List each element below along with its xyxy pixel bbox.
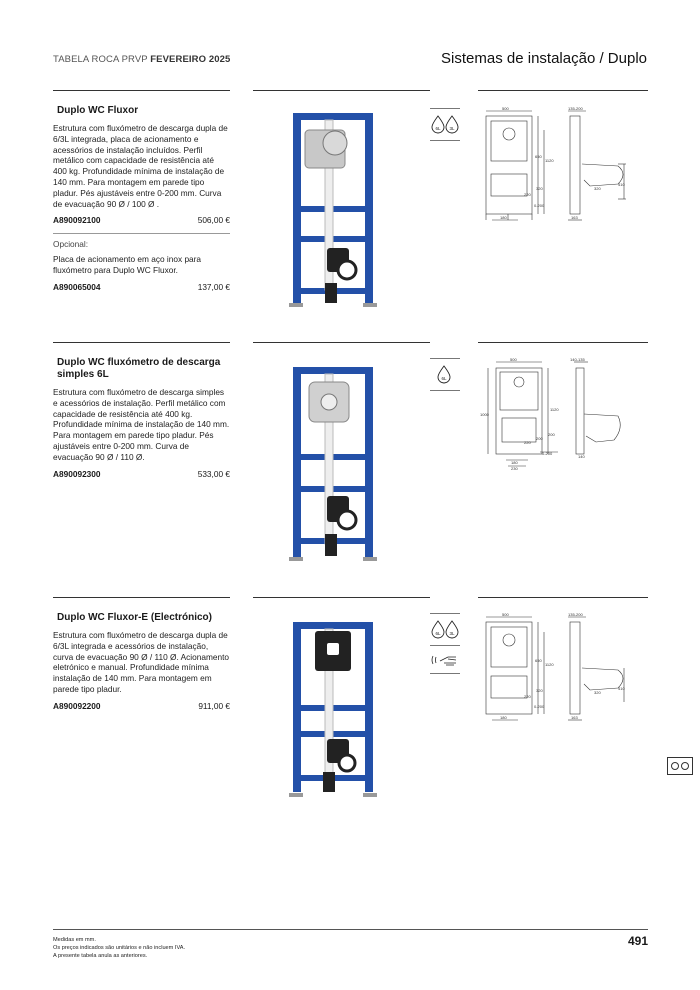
icon-separator (430, 390, 460, 391)
water-drop-icon (430, 618, 460, 640)
dim-label: 500 (502, 612, 509, 617)
dim-label: 200 (548, 432, 555, 437)
header-prefix: TABELA ROCA PRVP (53, 54, 148, 65)
product-code: A890092300 (53, 468, 101, 479)
optional-description: Placa de acionamento em aço inox para fluxómetro para Duplo WC Fluxor. (53, 254, 202, 276)
dim-label: 135-200 (568, 106, 583, 111)
dim-label: 1000 (480, 412, 489, 417)
dim-label: 410 (618, 686, 625, 691)
icon-separator (430, 108, 460, 109)
section-rule (253, 342, 430, 343)
section-rule (478, 342, 648, 343)
page-title: Sistemas de instalação / Duplo (441, 50, 647, 67)
hand-sensor-icon (430, 651, 460, 669)
product-image-frame (285, 362, 385, 572)
section-rule (478, 597, 648, 598)
drop-label: 6L (441, 376, 447, 381)
dim-label: 180 (511, 460, 518, 465)
product-price: 911,00 € (198, 700, 230, 711)
divider (53, 233, 230, 234)
dim-label: 320 (536, 688, 543, 693)
section-rule (53, 342, 230, 343)
product-title: Duplo WC fluxómetro de descarga simples 6L (57, 357, 221, 380)
section-rule (253, 597, 430, 598)
product-code: A890092200 (53, 700, 101, 711)
footer-line: Os preços indicados são unitários e não incluem IVA. (53, 945, 186, 951)
product-description: Estrutura com fluxómetro de descarga dupla de 6/3L integrada e acessórios de instalação, curva de evacuação 90 Ø / 110 Ø. Acionamento eletrónico e manual. Profundidade mínima instalação de 140 mm. Para montagem em parede tipo pladur. (53, 630, 230, 694)
header-date: FEVEREIRO 2025 (150, 54, 231, 65)
dim-label: 320 (594, 186, 601, 191)
footer-line: Medidas em mm. (53, 937, 96, 943)
section-tab-icon[interactable] (667, 757, 693, 775)
product-description: Estrutura com fluxómetro de descarga dupla de 6/3L integrada, placa de acionamento e acessórios de instalação incluídos. Perfil metálico com capacidade de resistência até 400 kg. Profundidade mínima de instalação de 140 mm. Para montagem em parede tipo pladur. Pés ajustáveis entre 0-200 mm. Curva de evacuação 90 Ø / 100 Ø . (53, 123, 228, 209)
section-rule (53, 90, 230, 91)
optional-price-row (53, 282, 230, 292)
section-rule (253, 90, 430, 91)
product-image-frame (285, 617, 385, 807)
dim-label: 1120 (545, 662, 554, 667)
footer-line: A presente tabela anula as anteriores. (53, 953, 148, 959)
dim-label: 135-200 (568, 612, 583, 617)
tab-circle (671, 762, 679, 770)
dim-label: 320 (536, 186, 543, 191)
dim-label: 163 (571, 215, 578, 220)
product-code: A890092100 (53, 215, 101, 226)
technical-drawing (478, 356, 638, 476)
dim-label: 220 (524, 440, 531, 445)
product-block (53, 612, 230, 711)
drop-label: 6L (435, 631, 441, 636)
price-row (53, 701, 230, 711)
dim-label: 163 (571, 715, 578, 720)
icon-separator (430, 673, 460, 674)
dim-label: 500 (510, 357, 517, 362)
dim-label: 220 (524, 192, 531, 197)
section-rule (478, 90, 648, 91)
dim-label: 200 (536, 436, 543, 441)
page-number: 491 (627, 934, 648, 948)
product-image-frame (285, 108, 385, 318)
optional-price: 137,00 € (197, 281, 230, 292)
section-rule (53, 597, 230, 598)
price-row (53, 215, 230, 225)
header-subtitle (53, 54, 230, 65)
product-description: Estrutura com fluxómetro de descarga simples e acessórios de instalação. Perfil metálico com capacidade de resistência até 400 kg. Profundidade mínima de instalação de 140 mm. Para montagem em parede tipo pladur. Pés ajustáveis entre 0-200 mm. Curva de evacuação 90 Ø / 110 Ø. (53, 387, 230, 462)
dim-label: 230 (511, 466, 518, 471)
dim-label: 0-200 (534, 704, 545, 709)
dim-label: 650 (535, 658, 542, 663)
optional-code: A890065004 (53, 281, 101, 292)
drop-label: 3L (449, 631, 455, 636)
dim-label: 1120 (545, 158, 554, 163)
dim-label: 0-200 (542, 451, 553, 456)
product-block (53, 357, 230, 479)
dim-label: 220 (524, 694, 531, 699)
product-title: Duplo WC Fluxor (57, 105, 139, 116)
water-drop-icon (436, 363, 452, 385)
footer-rule (53, 929, 648, 930)
dim-label: 180 (500, 715, 507, 720)
dim-label: 1120 (550, 407, 559, 412)
icon-separator (430, 645, 460, 646)
dim-label: 140 (578, 454, 585, 459)
product-price: 506,00 € (197, 215, 230, 226)
optional-label: Opcional: (53, 239, 89, 250)
dim-label: 500 (502, 106, 509, 111)
product-price: 533,00 € (197, 468, 230, 479)
product-block (53, 105, 230, 292)
technical-drawing (478, 104, 638, 226)
drop-label: 6L (435, 126, 441, 131)
price-row (53, 469, 230, 479)
dim-label: 320 (594, 690, 601, 695)
dim-label: 650 (535, 154, 542, 159)
footer-notes (53, 936, 185, 960)
tab-circle (681, 762, 689, 770)
dim-label: 410 (618, 182, 625, 187)
icon-separator (430, 358, 460, 359)
water-drop-icon (430, 113, 460, 135)
drop-label: 3L (449, 126, 455, 131)
dim-label: 0-200 (534, 203, 545, 208)
icon-separator (430, 140, 460, 141)
dim-label: 140-135 (570, 357, 585, 362)
icon-separator (430, 613, 460, 614)
dim-label: 180 (500, 215, 507, 220)
product-title: Duplo WC Fluxor-E (Electrónico) (57, 612, 212, 623)
technical-drawing (478, 610, 638, 732)
